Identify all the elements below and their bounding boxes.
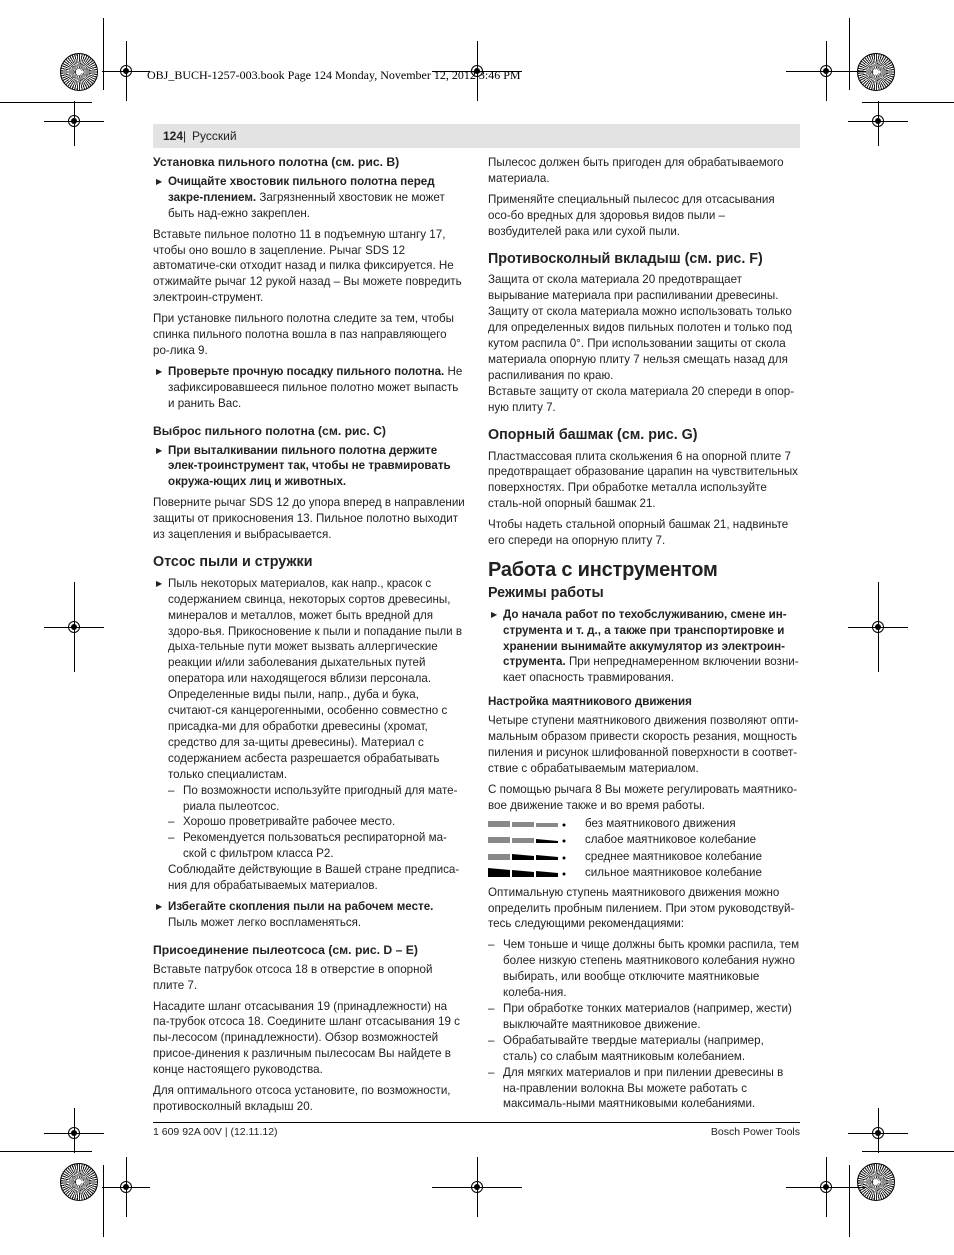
chapter-heading: Работа с инструментом (488, 558, 718, 581)
right-column (488, 155, 800, 1112)
trim-line (0, 1151, 92, 1152)
warning-text: Не зафиксировавшееся пильное полотно может выпасть и ранить Вас. (168, 364, 463, 410)
trim-line (862, 102, 954, 103)
pendulum-legend (488, 816, 800, 882)
paragraph: Вставьте патрубок отсоса 18 в отверстие в опорной плите 7. (153, 962, 433, 992)
footer-doc-number: 1 609 92A 00V | (12.11.12) (153, 1126, 278, 1138)
dash-list (153, 783, 465, 863)
pendulum-level-row (488, 849, 800, 866)
warning-text: При непреднамеренном включении возни-кает опасность травмирования. (503, 655, 799, 685)
section-heading: Опорный башмак (см. рис. G) (488, 426, 698, 443)
trim-line (103, 1165, 104, 1237)
paragraph: Пылесос должен быть пригоден для обрабатываемого материала. (488, 156, 784, 185)
dash-item: – При обработке тонких материалов (например, жести) выключайте маятниковое движение. (488, 1001, 800, 1033)
pendulum-level-label: сильное маятниковое колебание (585, 866, 762, 880)
section-heading: Установка пильного полотна (см. рис. B) (153, 155, 400, 169)
dash-item: – Хорошо проветривайте рабочее место. (168, 814, 465, 830)
section-heading: Присоединение пылеотсоса (см. рис. D – E) (153, 942, 418, 957)
footer-rule (153, 1122, 800, 1123)
paragraph: Оптимальную ступень маятникового движения можно определить пробным пилением. При этом руководствуй-тесь следующими рекомендациями: (488, 885, 795, 931)
pendulum-level-label: слабое маятниковое колебание (585, 833, 757, 847)
paragraph: Пластмассовая плита скольжения 6 на опорной плите 7 предотвращает образование царапин на чувствительных поверхностях. При обработке металла используйте сталь-ной опорный башмак 21. (488, 449, 798, 511)
bullet-continuation: Определенные виды пыли, напр., дуба и бука, считают-ся канцерогенными, особенно совместно с присадка-ми для обработки древесины (хромат, средство для за-щиты древесины). Материал с содержанием асбеста разрешается обрабатывать только специалистам. (168, 688, 448, 781)
dash-item: – Чем тоньше и чище должны быть кромки распила, тем более низкую степень маятникового колебания нужно выбирать, или вообще отключите маятниковые колеба-ния. (488, 937, 800, 1001)
pendulum-level-row (488, 865, 800, 882)
warning-bold: Очищайте хвостовик пильного полотна перед закре-плением. (168, 174, 435, 204)
header-separator: | (183, 129, 187, 143)
trim-line (0, 102, 92, 103)
left-column (153, 155, 465, 1120)
warning-text: Загрязненный хвостовик не может быть над-ежно закреплен. (168, 190, 445, 220)
pendulum-level-1-icon (488, 834, 563, 846)
warning-bullet (488, 607, 800, 687)
dash-item: – Рекомендуется пользоваться респираторной ма-ской с фильтром класса P2. (168, 830, 465, 862)
pendulum-level-label: среднее маятниковое колебание (585, 849, 763, 863)
paragraph: Защита от скола материала 20 предотвращает вырывание материала при распиливании древесины. Защиту от скола материала можно использовать только для определенных видов пильных полотен и только под кутом распила 0°. При использовании защиты от скола материала опорную плиту 7 нельзя смещать назад для распиливания по краю. (488, 273, 792, 382)
pendulum-level-0-icon (488, 818, 563, 830)
warning-text: Пыль может легко воспламеняться. (168, 915, 362, 929)
warning-bold: Избегайте скопления пыли на рабочем месте. (168, 899, 434, 913)
warning-bullet (153, 576, 465, 687)
warning-bold: Проверьте прочную посадку пильного полотна. (168, 364, 445, 378)
registration-star-mark (857, 53, 895, 91)
paragraph: С помощью рычага 8 Вы можете регулировать маятнико-вое движение также и во время работы. (488, 782, 798, 812)
warning-bullet (153, 899, 465, 931)
registration-star-mark (60, 1163, 98, 1201)
pendulum-level-row (488, 832, 800, 849)
warning-bold: До начала работ по техобслуживанию, смене ин-струмента и т. д., а также при транспортировке и хранении вынимайте аккумулятор из электроин-струмента. (503, 607, 787, 669)
pendulum-level-row (488, 816, 800, 833)
paragraph: Чтобы надеть стальной опорный башмак 21, надвиньте его спереди на опорную плиту 7. (488, 518, 789, 548)
dash-item: – Для мягких материалов и при пилении древесины в на-правлении волокна Вы можете работать с максималь-ными маятниковыми колебаниями. (488, 1065, 800, 1113)
pendulum-level-label: без маятникового движения (585, 816, 736, 830)
paragraph: Вставьте пильное полотно 11 в подъемную штангу 17, чтобы оно вошло в зацепление. Рычаг SDS 12 автоматиче-ски отходит назад и пилка фиксируется. Не отжимайте рычаг 12 рукой назад – Вы можете повредить электроин-струмент. (153, 227, 462, 305)
registration-star-mark (857, 1163, 895, 1201)
paragraph: Поверните рычаг SDS 12 до упора вперед в направлении защиты от прикосновения 13. Пильное полотно выходит из зацепления и выбрасывается. (153, 496, 465, 542)
warning-bullet (153, 443, 465, 491)
page-header-bar (153, 124, 800, 148)
pendulum-level-3-icon (488, 867, 563, 879)
registration-star-mark (60, 53, 98, 91)
dash-item: – Обрабатывайте твердые материалы (например, сталь) со слабым маятниковым колебанием. (488, 1033, 800, 1065)
paragraph: Четыре ступени маятникового движения позволяют опти-мальным образом привести скорость резания, мощность пиления и рисунок шлифованной поверхности в соответ-ствие с обрабатываемым материалом. (488, 714, 799, 775)
warning-bullet (153, 174, 465, 222)
pendulum-level-2-icon (488, 851, 563, 863)
warning-bold: При выталкивании пильного полотна держите элек-троинструмент так, чтобы не травмировать окружа-ющих лиц и животных. (168, 443, 451, 489)
book-file-header: OBJ_BUCH-1257-003.book Page 124 Monday, November 12, 2012 3:46 PM (147, 68, 521, 82)
paragraph: Вставьте защиту от скола материала 20 спереди в опор-ную плиту 7. (488, 384, 795, 414)
paragraph: Насадите шланг отсасывания 19 (принадлежности) на па-трубок отсоса 18. Соедините шланг отсасывания 19 с пы-лесосом (принадлежности). Обзор возможностей присое-динения к различным пылесосам Вы найдете в конце настоящего руководства. (153, 999, 460, 1077)
dash-list (488, 937, 800, 1112)
page-number: 124 (163, 129, 184, 143)
dash-item: – По возможности используйте пригодный для мате-риала пылеотсос. (168, 783, 465, 815)
warning-bullet (153, 364, 465, 412)
trim-line (849, 18, 850, 90)
section-heading: Отсос пыли и стружки (153, 553, 313, 570)
footer-brand: Bosch Power Tools (710, 1126, 800, 1138)
trim-line (103, 18, 104, 90)
warning-text: Пыль некоторых материалов, как напр., красок с содержанием свинца, некоторых сортов древесины, минералов и металлов, может быть вредной для здоро-вья. Прикосновение к пыли и попадание пыли в дыха-тельные пути может вызвать аллергические реакции и/или заболевания дыхательных путей оператора или находящегося вблизи персонала. (168, 576, 463, 686)
language-label: Русский (192, 129, 237, 143)
section-heading: Режимы работы (488, 584, 604, 601)
section-heading: Противосколный вкладыш (см. рис. F) (488, 250, 763, 267)
paragraph: Для оптимального отсоса установите, по возможности, противосколный вкладыш 20. (153, 1084, 451, 1113)
trim-line (849, 1165, 850, 1237)
paragraph: При установке пильного полотна следите за тем, чтобы спинка пильного полотна вошла в паз направляющего ро-лика 9. (153, 312, 454, 357)
section-heading: Настройка маятникового движения (488, 695, 692, 709)
bullet-continuation: Соблюдайте действующие в Вашей стране предписа-ния для обрабатываемых материалов. (168, 863, 460, 893)
trim-line (862, 1151, 954, 1152)
section-heading: Выброс пильного полотна (см. рис. C) (153, 423, 386, 438)
paragraph: Применяйте специальный пылесос для отсасывания осо-бо вредных для здоровья видов пыли – возбудителей рака или сухой пыли. (488, 192, 775, 238)
